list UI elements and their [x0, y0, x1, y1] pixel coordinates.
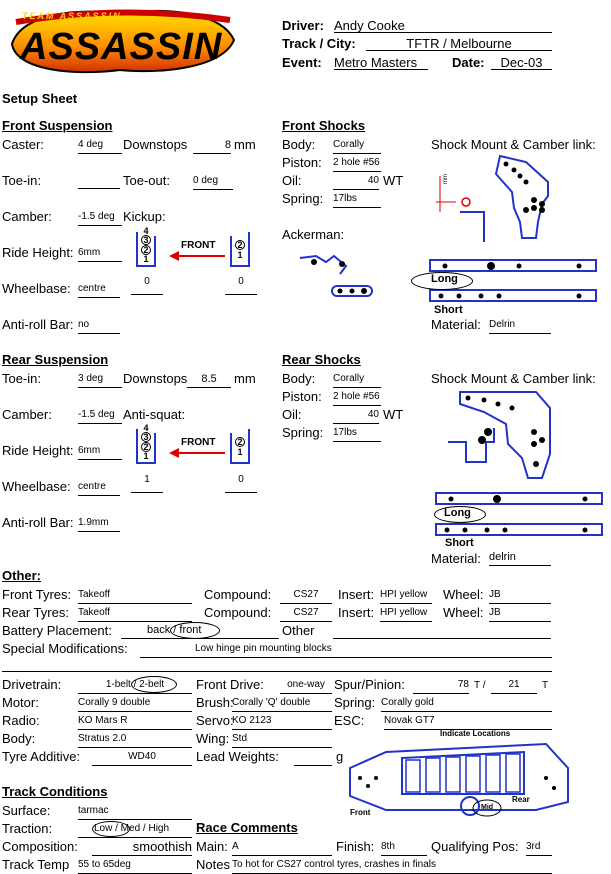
- wing-field[interactable]: Std: [232, 733, 332, 748]
- rear-short-link-icon: [435, 523, 605, 537]
- front-toein-field[interactable]: [78, 174, 120, 189]
- front-wheel-label: Wheel:: [443, 587, 484, 602]
- front-wheelbase-left[interactable]: 0: [131, 276, 163, 295]
- main-label: Main:: [196, 839, 228, 854]
- event-field[interactable]: Metro Masters: [334, 55, 428, 70]
- front-arb-field[interactable]: no: [78, 319, 120, 334]
- rear-shock-body-label: Body:: [282, 371, 316, 386]
- front-toein-label: Toe-in:: [2, 173, 42, 188]
- front-ride-num-2: 2: [141, 245, 151, 255]
- race-comments-heading: Race Comments: [196, 820, 298, 835]
- front-short-link-icon: [429, 289, 599, 303]
- main-field[interactable]: A: [232, 841, 332, 856]
- front-kickup-label: Kickup:: [123, 209, 166, 224]
- front-shock-spring-field[interactable]: 17lbs: [333, 193, 381, 208]
- front-ride-field[interactable]: 6mm: [78, 247, 122, 262]
- special-field-line2[interactable]: [2, 657, 552, 672]
- front-shock-tower-icon: [486, 152, 596, 242]
- rear-wheel-field[interactable]: JB: [489, 607, 551, 622]
- rear-wheelbase-right[interactable]: 0: [225, 474, 257, 493]
- rear-shock-body-field[interactable]: Corally: [333, 373, 381, 388]
- rear-ride-rnum-1: 1: [237, 447, 243, 457]
- rear-shock-oil-label: Oil:: [282, 407, 302, 422]
- radio-field[interactable]: KO Mars R: [78, 715, 192, 730]
- front-shock-body-field[interactable]: Corally: [333, 139, 381, 154]
- notes-field[interactable]: To hot for CS27 control tyres, crashes in finals: [232, 859, 552, 874]
- front-shock-body-label: Body:: [282, 137, 316, 152]
- front-long-link-icon: [429, 259, 599, 273]
- lead-weights-unit: g: [336, 749, 344, 764]
- pinion-t-unit: T: [542, 680, 549, 691]
- battery-label: Battery Placement:: [2, 623, 112, 638]
- front-drive-label: Front Drive:: [196, 677, 264, 692]
- front-shock-piston-field[interactable]: 2 hole #56: [333, 157, 381, 172]
- driver-field[interactable]: Andy Cooke: [334, 18, 552, 33]
- brush-label: Brush:: [196, 695, 234, 710]
- front-mount-label: Shock Mount & Camber link:: [431, 137, 596, 152]
- rear-shock-oil-unit: WT: [383, 407, 404, 422]
- rear-shock-piston-label: Piston:: [282, 389, 322, 404]
- front-shock-oil-field[interactable]: 40: [333, 175, 379, 190]
- front-ride-rnum-2: 2: [235, 240, 245, 250]
- surface-label: Surface:: [2, 803, 51, 818]
- rear-wheelbase-field[interactable]: centre: [78, 481, 120, 496]
- other-heading: Other:: [2, 568, 41, 583]
- track-city-label: Track / City:: [282, 36, 356, 51]
- track-temp-label: Track Temp: [2, 857, 70, 872]
- tyre-additive-label: Tyre Additive:: [2, 749, 81, 764]
- front-wheel-field[interactable]: JB: [489, 589, 551, 604]
- driver-label: Driver:: [282, 18, 324, 33]
- date-label: Date:: [452, 55, 485, 70]
- front-ackerman-label: Ackerman:: [282, 227, 345, 242]
- spur-field[interactable]: 78: [413, 679, 469, 694]
- track-city-field[interactable]: TFTR / Melbourne: [366, 36, 552, 51]
- rear-ride-num-2: 2: [141, 442, 151, 452]
- rear-camber-field[interactable]: -1.5 deg: [78, 409, 122, 424]
- rear-shock-piston-field[interactable]: 2 hole #56: [333, 391, 381, 406]
- rear-short-label: Short: [445, 537, 474, 549]
- front-wheelbase-label: Wheelbase:: [2, 281, 71, 296]
- front-shock-oil-label: Oil:: [282, 173, 302, 188]
- front-downstops-label: Downstops: [123, 137, 188, 152]
- rear-ride-num-1: 1: [143, 451, 149, 461]
- logo: [2, 4, 238, 76]
- rear-downstops-unit: mm: [234, 371, 256, 386]
- logo-text: ASSASSIN: [20, 26, 223, 68]
- pinion-field[interactable]: 21: [491, 679, 537, 694]
- rear-long-label: Long: [444, 507, 471, 519]
- spring-field[interactable]: Corally gold: [381, 697, 552, 712]
- brush-field[interactable]: Corally 'Q' double: [232, 697, 332, 712]
- page-title: Setup Sheet: [2, 91, 78, 106]
- rear-shock-oil-field[interactable]: 40: [333, 409, 379, 424]
- rear-ride-field[interactable]: 6mm: [78, 445, 122, 460]
- wing-label: Wing:: [196, 731, 230, 746]
- front-shock-spring-label: Spring:: [282, 191, 324, 206]
- finish-label: Finish:: [336, 839, 375, 854]
- front-caster-label: Caster:: [2, 137, 44, 152]
- rear-shock-spring-field[interactable]: 17lbs: [333, 427, 381, 442]
- rear-ride-front-text: FRONT: [181, 437, 216, 448]
- rear-material-label: Material:: [431, 551, 481, 566]
- lead-weights-label: Lead Weights:: [196, 749, 279, 764]
- front-suspension-heading: Front Suspension: [2, 118, 113, 133]
- traction-label: Traction:: [2, 821, 53, 836]
- front-drive-field[interactable]: one-way: [280, 679, 332, 694]
- special-field[interactable]: [140, 643, 552, 658]
- rear-shocks-heading: Rear Shocks: [282, 352, 361, 367]
- chassis-front-label: Front: [350, 808, 371, 817]
- front-toeout-label: Toe-out:: [123, 173, 170, 188]
- front-shock-oil-unit: WT: [383, 173, 404, 188]
- chassis-diagram-icon: [346, 738, 578, 818]
- front-arb-label: Anti-roll Bar:: [2, 317, 74, 332]
- esc-label: ESC:: [334, 713, 365, 728]
- rear-ride-diagram: [133, 423, 253, 467]
- front-downstops-unit: mm: [234, 137, 256, 152]
- rear-wheel-label: Wheel:: [443, 605, 484, 620]
- front-ride-num-1: 1: [143, 254, 149, 264]
- rear-ride-num-4: 4: [143, 423, 149, 433]
- front-ride-front-text: FRONT: [181, 240, 216, 251]
- ackerman-diagram-icon: [296, 248, 386, 308]
- rear-compound-label: Compound:: [204, 605, 272, 620]
- front-long-label: Long: [431, 273, 458, 285]
- motor-label: Motor:: [2, 695, 39, 710]
- surface-field[interactable]: tarmac: [78, 805, 192, 820]
- rear-wheelbase-label: Wheelbase:: [2, 479, 71, 494]
- front-tyres-field[interactable]: Takeoff: [78, 589, 192, 604]
- motor-field[interactable]: Corally 9 double: [78, 697, 192, 712]
- front-material-label: Material:: [431, 317, 481, 332]
- front-ride-num-3: 3: [141, 235, 151, 245]
- rear-arb-field[interactable]: 1.9mm: [78, 517, 120, 532]
- finish-field[interactable]: 8th: [381, 841, 427, 856]
- rear-antisquat-label: Anti-squat:: [123, 407, 186, 422]
- front-ride-rnum-1: 1: [237, 250, 243, 260]
- spring-label: Spring:: [334, 695, 376, 710]
- rear-wheelbase-left[interactable]: 1: [131, 474, 163, 493]
- front-ride-diagram: [133, 226, 253, 270]
- drivetrain-field[interactable]: 1-belt / 2-belt: [78, 679, 192, 694]
- rear-mount-label: Shock Mount & Camber link:: [431, 371, 596, 386]
- logo-tagline: TEAM ASSASSIN: [22, 11, 122, 21]
- lead-weights-field[interactable]: [294, 751, 332, 766]
- front-ride-label: Ride Height:: [2, 245, 74, 260]
- rear-shock-spring-label: Spring:: [282, 425, 324, 440]
- front-insert-field[interactable]: HPI yellow: [380, 589, 432, 604]
- track-conditions-heading: Track Conditions: [2, 784, 108, 799]
- composition-field[interactable]: smoothish: [92, 839, 192, 856]
- rear-compound-field[interactable]: CS27: [280, 607, 332, 622]
- indicate-locations-label: Indicate Locations: [440, 729, 511, 738]
- battery-value: back / front: [147, 624, 202, 636]
- esc-field[interactable]: Novak GT7: [384, 715, 552, 730]
- front-toeout-field[interactable]: 0 deg: [193, 175, 233, 190]
- front-mm-tick-label: mm: [443, 174, 449, 184]
- special-value: Low hinge pin mounting blocks: [195, 643, 332, 654]
- qualifying-label: Qualifying Pos:: [431, 839, 519, 854]
- front-short-label: Short: [434, 304, 463, 316]
- rear-ride-label: Ride Height:: [2, 443, 74, 458]
- front-compound-label: Compound:: [204, 587, 272, 602]
- front-insert-label: Insert:: [338, 587, 375, 602]
- rear-downstops-label: Downstops: [123, 371, 188, 386]
- rear-downstops-field[interactable]: 8.5: [187, 373, 231, 388]
- front-tyres-label: Front Tyres:: [2, 587, 72, 602]
- body-label: Body:: [2, 731, 36, 746]
- rear-tyres-field[interactable]: Takeoff: [78, 607, 192, 622]
- rear-suspension-heading: Rear Suspension: [2, 352, 109, 367]
- spur-pinion-label: Spur/Pinion:: [334, 677, 405, 692]
- chassis-mid-label: Mid: [481, 804, 494, 811]
- rear-toein-label: Toe-in:: [2, 371, 42, 386]
- date-field[interactable]: Dec-03: [491, 55, 552, 70]
- battery-other-field[interactable]: [333, 624, 551, 639]
- front-camber-label: Camber:: [2, 209, 52, 224]
- rear-tyres-label: Rear Tyres:: [2, 605, 69, 620]
- rear-shock-tower-icon: [446, 388, 596, 488]
- rear-material-field[interactable]: delrin: [489, 551, 551, 566]
- track-temp-field[interactable]: 55 to 65deg: [78, 859, 192, 874]
- drivetrain-label: Drivetrain:: [2, 677, 62, 692]
- front-ride-num-4: 4: [143, 226, 149, 236]
- chassis-rear-label: Rear: [512, 795, 530, 804]
- rear-long-link-icon: [435, 492, 605, 506]
- radio-label: Radio:: [2, 713, 40, 728]
- rear-camber-label: Camber:: [2, 407, 52, 422]
- qualifying-field[interactable]: 3rd: [526, 841, 552, 856]
- rear-arb-label: Anti-roll Bar:: [2, 515, 74, 530]
- notes-label: Notes: [196, 857, 230, 872]
- front-downstops-field[interactable]: 8: [193, 139, 231, 154]
- rear-ride-num-3: 3: [141, 432, 151, 442]
- servo-field[interactable]: KO 2123: [232, 715, 332, 730]
- special-label: Special Modifications:: [2, 641, 128, 656]
- front-wheelbase-field[interactable]: centre: [78, 283, 120, 298]
- body-field[interactable]: Stratus 2.0: [78, 733, 192, 748]
- rear-insert-label: Insert:: [338, 605, 375, 620]
- front-shock-piston-label: Piston:: [282, 155, 322, 170]
- front-wheelbase-right[interactable]: 0: [225, 276, 257, 295]
- battery-other-label: Other: [282, 623, 315, 638]
- rear-toein-field[interactable]: 3 deg: [78, 373, 122, 388]
- traction-value: Low / Med / High: [94, 823, 170, 834]
- rear-ride-rnum-2: 2: [235, 437, 245, 447]
- front-compound-field[interactable]: CS27: [280, 589, 332, 604]
- front-camber-field[interactable]: -1.5 deg: [78, 211, 122, 226]
- servo-label: Servo:: [196, 713, 234, 728]
- event-label: Event:: [282, 55, 322, 70]
- front-material-field[interactable]: Delrin: [489, 319, 551, 334]
- tyre-additive-field[interactable]: WD40: [92, 751, 192, 766]
- spur-t-separator: T /: [474, 680, 486, 691]
- front-shocks-heading: Front Shocks: [282, 118, 366, 133]
- front-caster-field[interactable]: 4 deg: [78, 139, 122, 154]
- composition-label: Composition:: [2, 839, 78, 854]
- rear-insert-field[interactable]: HPI yellow: [380, 607, 432, 622]
